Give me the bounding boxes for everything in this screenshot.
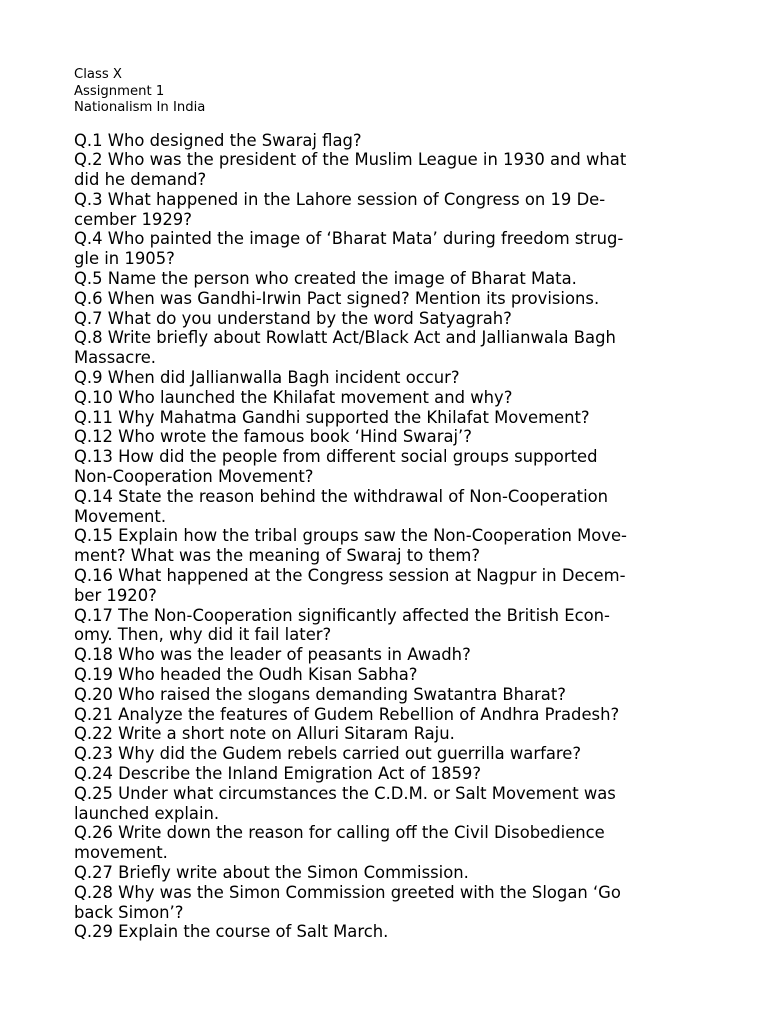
question-line: Q.17 The Non-Cooperation significantly affected the British Econ-: [74, 605, 610, 625]
question-line: Q.14 State the reason behind the withdrawal of Non-Cooperation: [74, 486, 609, 506]
question-line: Q.24 Describe the Inland Emigration Act of 1859?: [74, 764, 482, 783]
question-line: gle in 1905?: [74, 249, 175, 269]
question-line: cember 1929?: [74, 209, 192, 229]
question-line: Q.3 What happened in the Lahore session of Congress on 19 De-: [74, 189, 606, 209]
question-line: ber 1920?: [74, 585, 157, 605]
question-line: Massacre.: [74, 348, 156, 368]
question-line: Q.7 What do you understand by the word Satyagrah?: [74, 308, 512, 328]
question-line: Q.8 Write briefly about Rowlatt Act/Black Act and Jallianwala Bagh: [74, 328, 616, 348]
question-line: Q.16 What happened at the Congress session at Nagpur in Decem-: [74, 566, 626, 586]
question-line: Q.9 When did Jallianwalla Bagh incident occur?: [74, 368, 460, 388]
document-header: [74, 67, 205, 117]
question-line: Q.15 Explain how the tribal groups saw the Non-Cooperation Move-: [74, 526, 627, 546]
question-line: Q.26 Write down the reason for calling off the Civil Disobedience: [74, 823, 605, 843]
question-line: Q.22 Write a short note on Alluri Sitaram Raju.: [74, 724, 455, 744]
question-line: ment? What was the meaning of Swaraj to them?: [74, 546, 481, 566]
question-line: Q.2 Who was the president of the Muslim League in 1930 and what: [74, 150, 627, 170]
topic-label: Nationalism In India: [74, 100, 206, 115]
question-line: Q.6 When was Gandhi-Irwin Pact signed? Mention its provisions.: [74, 288, 600, 308]
question-line: Q.21 Analyze the features of Gudem Rebellion of Andhra Pradesh?: [74, 704, 620, 724]
question-line: Q.23 Why did the Gudem rebels carried out guerrilla warfare?: [74, 744, 582, 764]
question-line: Q.1 Who designed the Swaraj flag?: [74, 130, 362, 150]
class-label: Class X: [74, 67, 122, 82]
assignment-label: Assignment 1: [74, 83, 165, 99]
question-line: Q.5 Name the person who created the image of Bharat Mata.: [74, 269, 577, 289]
question-list: [74, 131, 694, 943]
question-line: Q.29 Explain the course of Salt March.: [74, 922, 389, 942]
question-line: did he demand?: [74, 170, 207, 190]
question-line: Q.19 Who headed the Oudh Kisan Sabha?: [74, 665, 418, 685]
question-line: Q.12 Who wrote the famous book ‘Hind Swaraj’?: [74, 427, 472, 447]
question-line: Movement.: [74, 506, 167, 526]
question-line: Q.18 Who was the leader of peasants in Awadh?: [74, 645, 471, 665]
question-line: Q.10 Who launched the Khilafat movement and why?: [74, 387, 513, 407]
question-line: back Simon’?: [74, 902, 184, 922]
question-line: omy. Then, why did it fail later?: [74, 625, 332, 645]
question-line: Q.27 Briefly write about the Simon Commission.: [74, 862, 469, 882]
question-line: launched explain.: [74, 803, 220, 823]
question-line: Q.13 How did the people from different social groups supported: [74, 447, 598, 467]
question-line: Q.4 Who painted the image of ‘Bharat Mata’ during freedom strug-: [74, 229, 624, 249]
question-line: Q.28 Why was the Simon Commission greeted with the Slogan ‘Go: [74, 882, 621, 902]
question-line: Q.11 Why Mahatma Gandhi supported the Khilafat Movement?: [74, 407, 590, 427]
question-line: Non-Cooperation Movement?: [74, 467, 314, 487]
question-line: Q.25 Under what circumstances the C.D.M. or Salt Movement was: [74, 783, 616, 803]
question-line: movement.: [74, 843, 168, 863]
question-line: Q.20 Who raised the slogans demanding Swatantra Bharat?: [74, 684, 566, 704]
